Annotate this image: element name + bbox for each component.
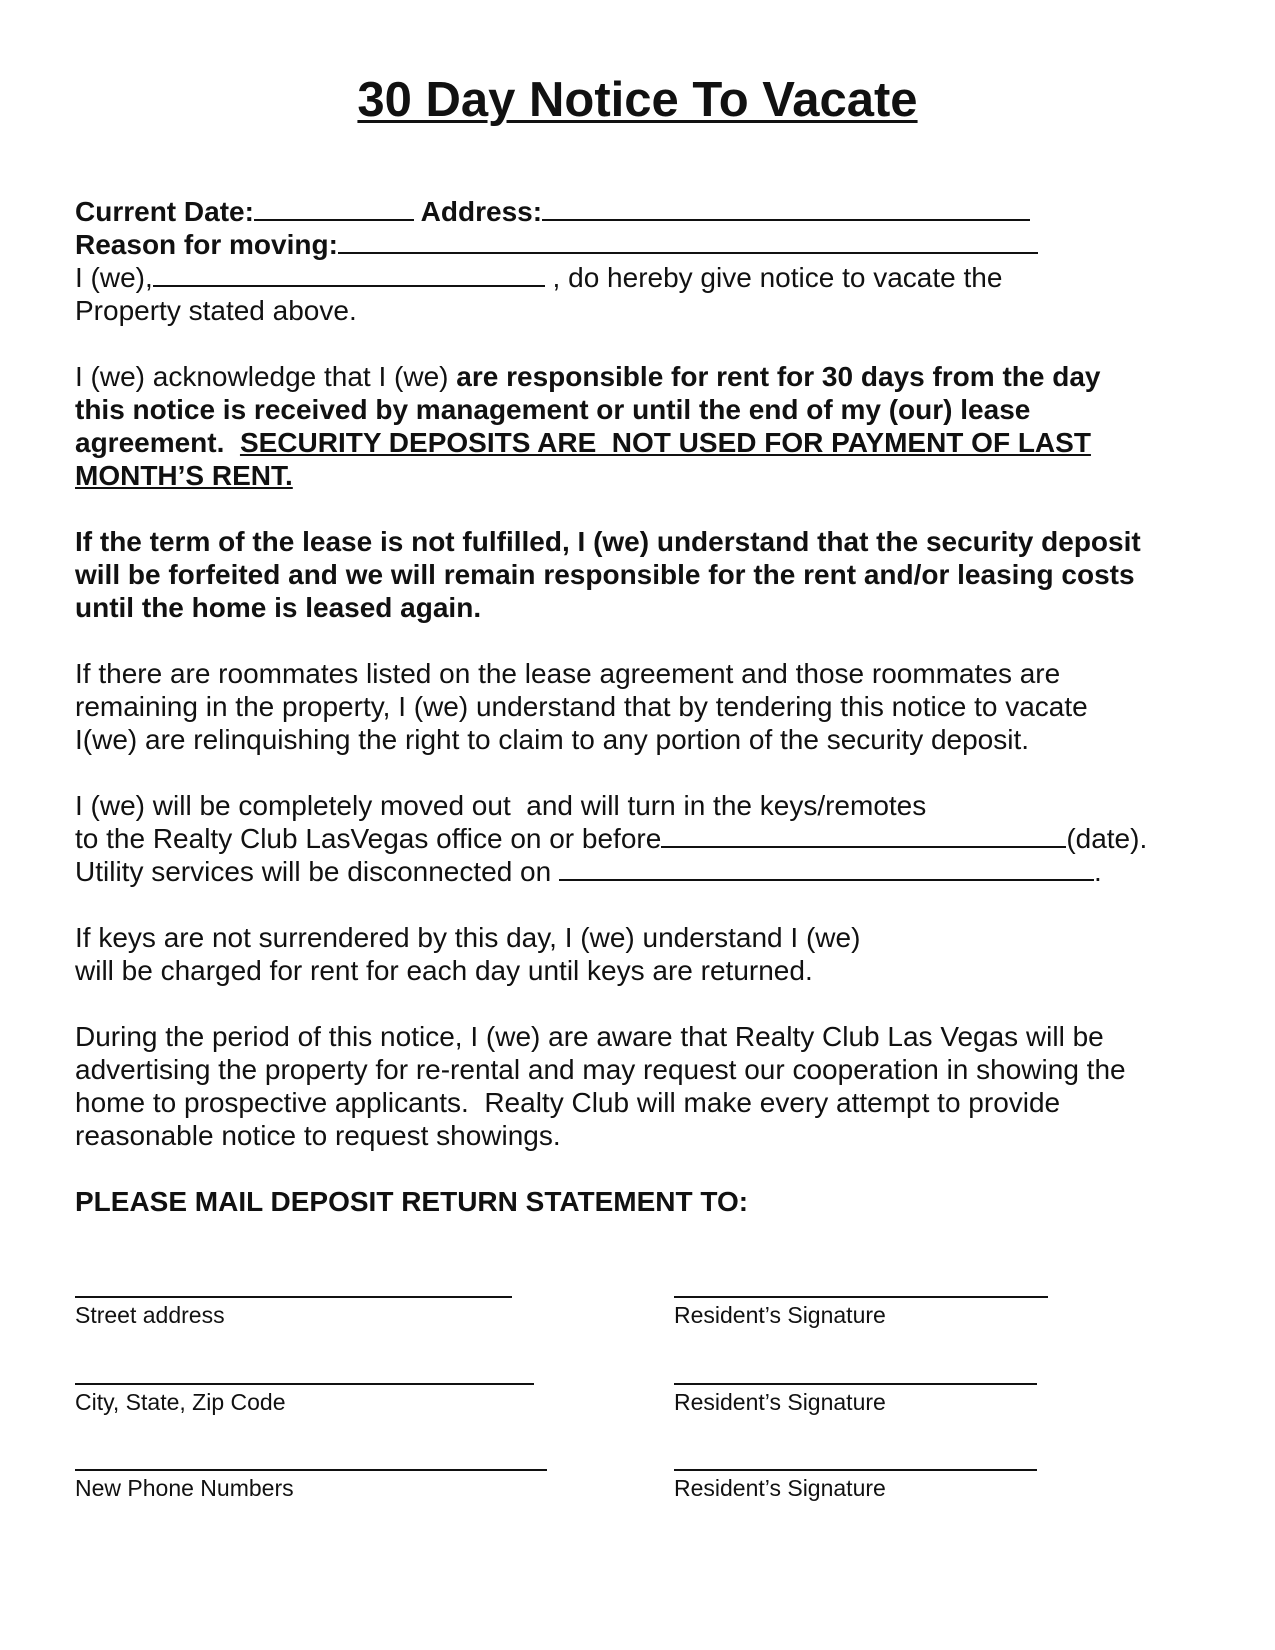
p5-line-2: will be charged for rent for each day until keys are returned. <box>75 955 813 986</box>
city-state-zip-label: City, State, Zip Code <box>75 1389 286 1415</box>
address-label: Address: <box>420 196 543 227</box>
current-date-field[interactable] <box>254 195 414 221</box>
resident-signature-label-1: Resident’s Signature <box>674 1302 886 1328</box>
p6-line-2: advertising the property for re-rental and may request our cooperation in showing the <box>75 1054 1126 1085</box>
resident-signature-label-2: Resident’s Signature <box>674 1389 886 1415</box>
p2-line-3: until the home is leased again. <box>75 592 482 623</box>
page-title: 30 Day Notice To Vacate <box>357 73 918 127</box>
utility-text: Utility services will be disconnected on <box>75 856 559 887</box>
iwe-line <box>75 261 1002 294</box>
p2-line-2: will be forfeited and we will remain responsible for the rent and/or leasing costs <box>75 559 1135 590</box>
date-suffix: (date). <box>1066 823 1148 854</box>
p1-agreement-text: agreement. <box>75 427 240 458</box>
resident-signature-label-3: Resident’s Signature <box>674 1475 886 1501</box>
security-deposit-warning: SECURITY DEPOSITS ARE NOT USED FOR PAYMENT OF LAST <box>239 427 1091 458</box>
p6-line-3: home to prospective applicants. Realty Club will make every attempt to provide <box>75 1087 1061 1118</box>
resident-signature-line-2[interactable] <box>674 1383 1037 1385</box>
p3-line-3: I(we) are relinquishing the right to claim to any portion of the security deposit. <box>75 724 1030 755</box>
street-address-label: Street address <box>75 1302 225 1328</box>
street-address-line[interactable] <box>75 1296 512 1298</box>
p1-bold-text: are responsible for rent for 30 days from the day <box>456 361 1101 392</box>
p3-line-2: remaining in the property, I (we) understand that by tendering this notice to vacate <box>75 691 1088 722</box>
p1-line-4: MONTH’S RENT. <box>75 460 293 491</box>
resident-signature-line-1[interactable] <box>674 1296 1048 1298</box>
p5-line-1: If keys are not surrendered by this day, I (we) understand I (we) <box>75 922 861 953</box>
current-date-line <box>75 195 1030 228</box>
move-out-date-field[interactable] <box>661 822 1066 848</box>
p2-line-1: If the term of the lease is not fulfilled, I (we) understand that the security deposit <box>75 526 1141 557</box>
p6-line-4: reasonable notice to request showings. <box>75 1120 561 1151</box>
current-date-label: Current Date: <box>75 196 254 227</box>
city-state-zip-line[interactable] <box>75 1383 534 1385</box>
property-line: Property stated above. <box>75 295 357 326</box>
p6-line-1: During the period of this notice, I (we) are aware that Realty Club Las Vegas will be <box>75 1021 1104 1052</box>
p1-line-3 <box>75 426 1091 459</box>
p4-line-1: I (we) will be completely moved out and will turn in the keys/remotes <box>75 790 927 821</box>
p4-line-3 <box>75 855 1102 888</box>
address-field[interactable] <box>542 195 1030 221</box>
reason-field[interactable] <box>338 228 1038 254</box>
phone-numbers-line[interactable] <box>75 1469 547 1471</box>
p3-line-1: If there are roommates listed on the lease agreement and those roommates are <box>75 658 1061 689</box>
reason-line <box>75 228 1038 261</box>
resident-name-field[interactable] <box>153 261 545 287</box>
p4-line-2 <box>75 822 1147 855</box>
iwe-suffix: , do hereby give notice to vacate the <box>544 262 1003 293</box>
mail-heading: PLEASE MAIL DEPOSIT RETURN STATEMENT TO: <box>75 1186 749 1217</box>
p1-line-2: this notice is received by management or until the end of my (our) lease <box>75 394 1031 425</box>
p1-line-1 <box>75 360 1100 393</box>
move-out-text: to the Realty Club LasVegas office on or before <box>75 823 662 854</box>
p1-text: I (we) acknowledge that I (we) <box>75 361 457 392</box>
utility-disconnect-field[interactable] <box>559 855 1094 881</box>
utility-period: . <box>1093 856 1102 887</box>
phone-numbers-label: New Phone Numbers <box>75 1475 294 1501</box>
reason-label: Reason for moving: <box>75 229 338 260</box>
resident-signature-line-3[interactable] <box>674 1469 1037 1471</box>
iwe-prefix: I (we), <box>75 262 153 293</box>
